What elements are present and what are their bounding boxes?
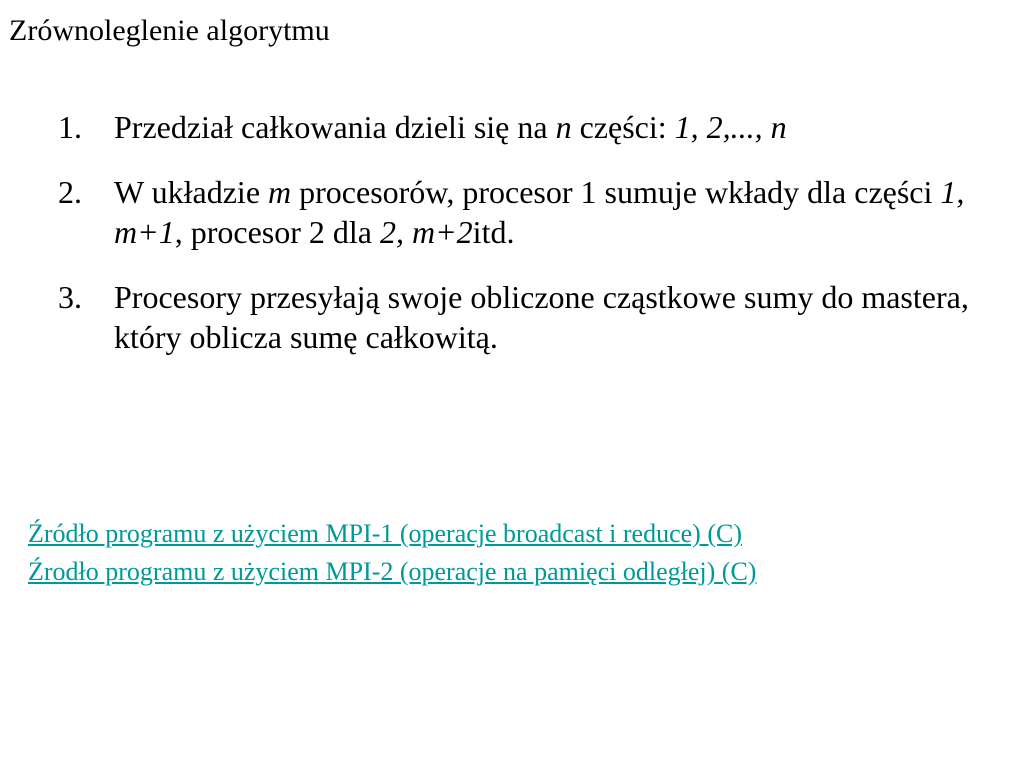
- list-item: [58, 107, 1008, 147]
- list-item-text: Procesory przesyłają swoje obliczone cząstkowe sumy do mastera, który oblicza sumę całkowitą.: [114, 279, 969, 355]
- list-item-text: [114, 107, 1008, 147]
- text-segment-italic: m: [268, 174, 292, 210]
- algorithm-steps-list: [58, 107, 1008, 382]
- text-segment-italic: 2, m+2: [379, 214, 473, 250]
- text-segment-italic: 1, m+1: [114, 174, 965, 250]
- mpi2-source-link[interactable]: Źrodło programu z użyciem MPI-2 (operacje na pamięci odległej) (C): [28, 557, 757, 586]
- text-segment: Przedział całkowania dzieli się na: [114, 109, 556, 145]
- page-title: Zrównoleglenie algorytmu: [9, 14, 330, 47]
- text-segment-italic: 1, 2,..., n: [674, 109, 787, 145]
- text-segment: W układzie: [114, 174, 269, 210]
- source-links: [28, 515, 756, 591]
- list-item: [58, 172, 1008, 252]
- text-segment-italic: n: [555, 109, 572, 145]
- text-segment: procesorów, procesor 1 sumuje wkłady dla części: [291, 174, 941, 210]
- list-item-text: [114, 172, 1008, 252]
- list-item-number: 3.: [58, 279, 82, 315]
- list-item-number: 1.: [58, 109, 82, 145]
- list-item-number: 2.: [58, 174, 82, 210]
- list-item: [58, 277, 1008, 357]
- text-segment: itd.: [472, 214, 515, 250]
- text-segment: , procesor 2 dla: [174, 214, 380, 250]
- text-segment: części:: [571, 109, 675, 145]
- mpi1-source-link[interactable]: Źródło programu z użyciem MPI-1 (operacje broadcast i reduce) (C): [28, 519, 742, 548]
